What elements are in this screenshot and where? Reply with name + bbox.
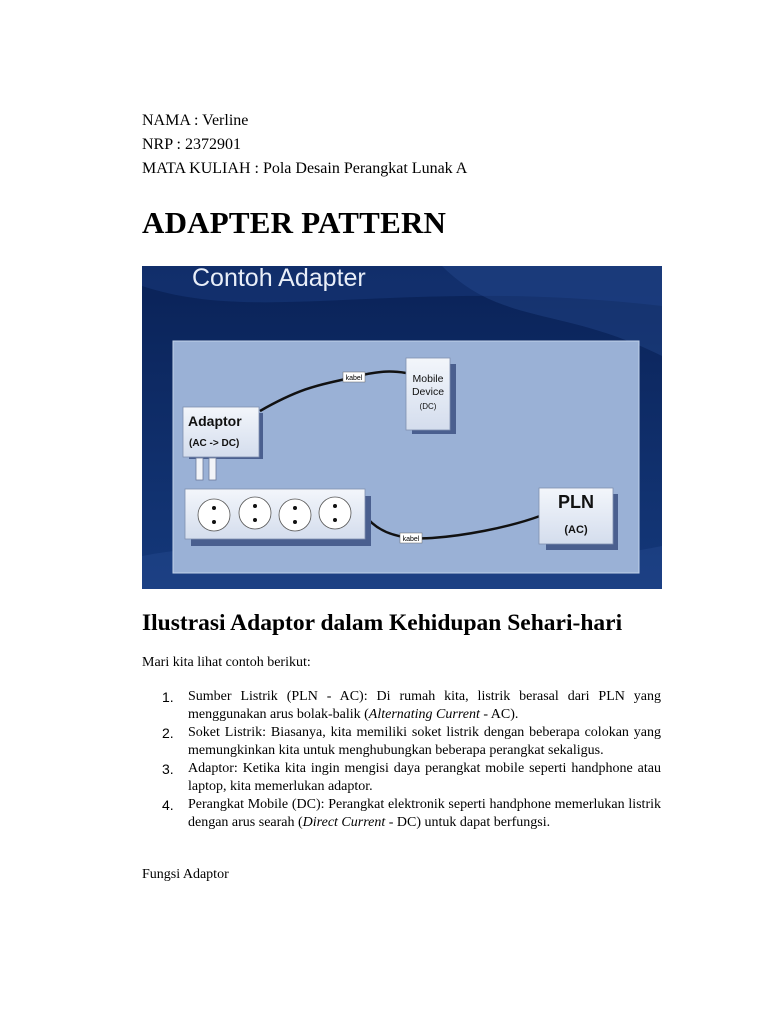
adapter-illustration	[142, 266, 662, 589]
cable-label-top: kabel	[345, 375, 363, 382]
mobile-device-label: Mobile	[412, 373, 444, 385]
list-item: 3. Adaptor: Ketika kita ingin mengisi daya perangkat mobile seperti handphone atau laptop, kita memerlukan adaptor.	[162, 761, 661, 794]
cable-label-bottom: kabel	[402, 536, 420, 543]
student-name: NAMA : Verline	[142, 112, 249, 129]
intro-text: Mari kita lihat contoh berikut:	[142, 655, 311, 670]
list-number: 1.	[162, 689, 174, 705]
svg-text:(DC): (DC)	[419, 402, 437, 411]
document-title: ADAPTER PATTERN	[142, 205, 447, 240]
example-list	[142, 688, 661, 832]
pln-label: PLN	[558, 492, 594, 512]
svg-text:Device: Device	[411, 386, 445, 398]
list-item: 1. Sumber Listrik (PLN - AC): Di rumah kita, listrik berasal dari PLN yang menggunakan arus bolak-balik (Alternating Current - AC).	[162, 689, 661, 722]
list-item: 4. Perangkat Mobile (DC): Perangkat elektronik seperti handphone memerlukan listrik dengan arus searah (Direct Current - DC) untuk dapat berfungsi.	[162, 797, 661, 830]
power-strip	[185, 489, 371, 546]
adaptor-prong-right	[209, 458, 216, 480]
list-number: 2.	[162, 725, 174, 741]
subsection-label: Fungsi Adaptor	[142, 867, 229, 882]
socket-outlet	[279, 499, 311, 531]
socket-outlet	[239, 497, 271, 529]
svg-text:(AC -> DC): (AC -> DC)	[189, 438, 240, 449]
list-number: 3.	[162, 761, 174, 777]
svg-text:(AC): (AC)	[564, 524, 588, 536]
slide-title: Contoh Adapter	[192, 266, 366, 292]
section-heading: Ilustrasi Adaptor dalam Kehidupan Sehari-hari	[142, 610, 623, 636]
pln-box	[539, 488, 618, 550]
list-number: 4.	[162, 797, 174, 813]
list-item: 2. Soket Listrik: Biasanya, kita memiliki soket listrik dengan beberapa colokan yang memungkinkan kita untuk menghubungkan beberapa perangkat sekaligus.	[162, 725, 661, 758]
socket-outlet	[319, 497, 351, 529]
mobile-device-box	[406, 358, 456, 434]
adaptor-prong-left	[196, 458, 203, 480]
course-name: MATA KULIAH : Pola Desain Perangkat Lunak A	[142, 160, 468, 177]
adaptor-label: Adaptor	[188, 413, 242, 429]
student-nrp: NRP : 2372901	[142, 136, 241, 153]
adapter-diagram	[142, 266, 662, 589]
socket-outlet	[198, 499, 230, 531]
student-info	[142, 109, 467, 181]
